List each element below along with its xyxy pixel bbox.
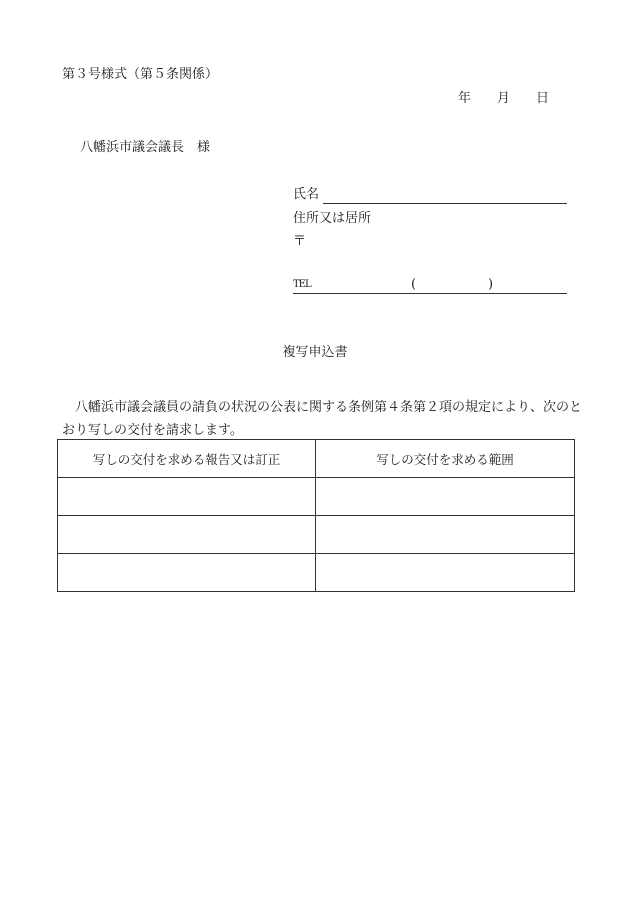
date-month-label: 月: [497, 91, 511, 106]
tel-paren-open: (: [411, 277, 417, 292]
request-table: [57, 439, 575, 592]
table-cell-report[interactable]: [58, 516, 316, 554]
name-row: [293, 187, 567, 205]
date-day-label: 日: [536, 91, 550, 106]
name-label: 氏名: [293, 187, 320, 202]
table-row: [58, 478, 575, 516]
table-row: [58, 516, 575, 554]
table-cell-report[interactable]: [58, 554, 316, 592]
table-cell-scope[interactable]: [316, 516, 575, 554]
tel-underline: [293, 293, 567, 294]
table-row: [58, 554, 575, 592]
tel-row: [293, 277, 567, 295]
header-copy-scope: 写しの交付を求める範囲: [316, 440, 575, 478]
table-cell-scope[interactable]: [316, 478, 575, 516]
tel-paren-close: ): [488, 277, 494, 292]
request-statement: 八幡浜市議会議員の請負の状況の公表に関する条例第４条第２項の規定により、次のとおり写しの交付を請求します。: [62, 400, 583, 438]
address-label: 住所又は居所: [293, 211, 372, 226]
addressee: 八幡浜市議会議長 様: [80, 140, 211, 155]
header-report-or-correction: 写しの交付を求める報告又は訂正: [58, 440, 316, 478]
tel-label: TEL: [293, 279, 311, 290]
postal-mark: 〒: [293, 234, 307, 249]
date-year-label: 年: [458, 91, 472, 106]
table-cell-scope[interactable]: [316, 554, 575, 592]
document-title: 複写申込書: [282, 345, 348, 360]
name-underline: [323, 203, 567, 204]
form-number: 第３号様式（第５条関係）: [62, 67, 219, 82]
table-header-row: [58, 440, 575, 478]
table-cell-report[interactable]: [58, 478, 316, 516]
date-line: [458, 91, 549, 107]
